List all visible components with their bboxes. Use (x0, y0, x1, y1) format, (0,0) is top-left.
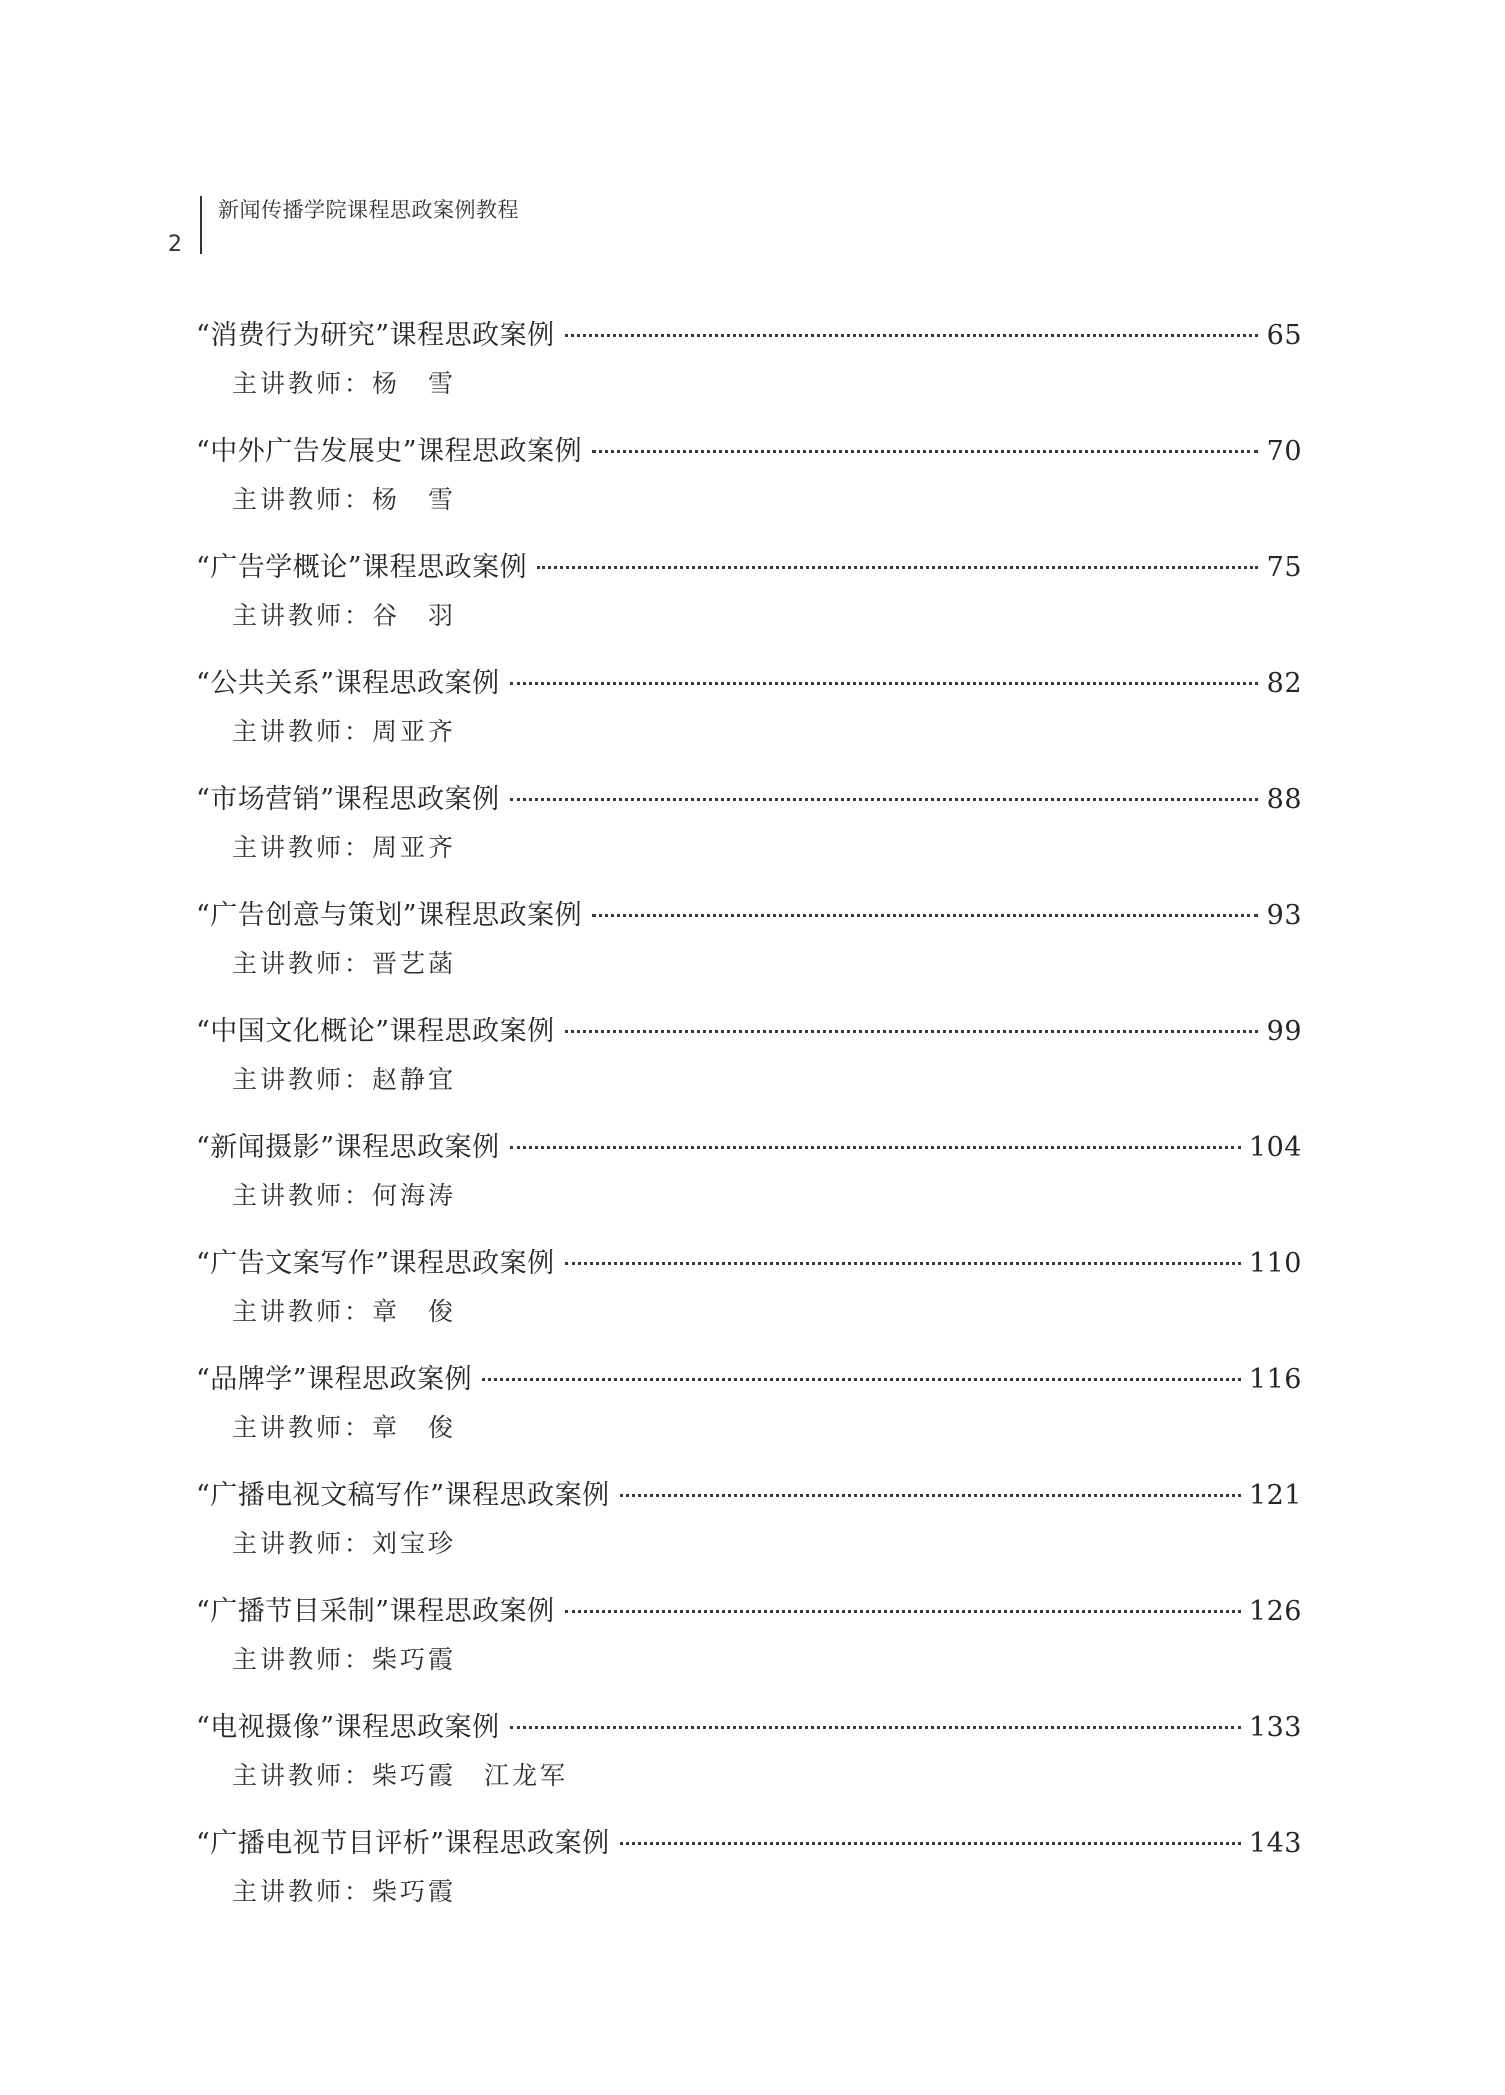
toc-entry-title: “电视摄像”课程思政案例 (196, 1712, 500, 1743)
toc-entry-title: “品牌学”课程思政案例 (196, 1364, 473, 1395)
toc-entry-title: “消费行为研究”课程思政案例 (196, 320, 555, 351)
dot-leader (565, 326, 1258, 337)
toc-entry-page: 65 (1266, 320, 1302, 351)
toc-entry-line (196, 658, 1302, 710)
toc-entry[interactable] (196, 1470, 1302, 1586)
toc-entry-page: 82 (1266, 668, 1302, 699)
toc-entry[interactable] (196, 1818, 1302, 1934)
dot-leader (482, 1370, 1241, 1381)
toc-entry-title: “市场营销”课程思政案例 (196, 784, 500, 815)
toc-entry[interactable] (196, 658, 1302, 774)
dot-leader (510, 790, 1258, 801)
toc-entry-author: 主讲教师：刘宝珍 (232, 1529, 457, 1558)
toc-entry-line (196, 310, 1302, 362)
toc-entry-title: “广告文案写作”课程思政案例 (196, 1248, 555, 1279)
dot-leader (565, 1602, 1241, 1613)
toc-entry-title: “新闻摄影”课程思政案例 (196, 1132, 500, 1163)
toc-entry-page: 70 (1266, 436, 1302, 467)
toc-entry[interactable] (196, 774, 1302, 890)
toc-entry-line (196, 426, 1302, 478)
toc-entry-line (196, 1586, 1302, 1638)
toc-entry[interactable] (196, 1006, 1302, 1122)
toc-entry[interactable] (196, 310, 1302, 426)
toc-entry-page: 133 (1248, 1712, 1302, 1743)
toc-entry[interactable] (196, 1122, 1302, 1238)
toc-entry-author: 主讲教师：周亚齐 (232, 717, 457, 746)
toc-entry[interactable] (196, 1354, 1302, 1470)
toc-entry[interactable] (196, 890, 1302, 1006)
toc-entry-line (196, 774, 1302, 826)
toc-entry-title: “广播节目采制”课程思政案例 (196, 1596, 555, 1627)
toc-entry-line (196, 542, 1302, 594)
toc-entry-page: 93 (1266, 900, 1302, 931)
toc-entry-author: 主讲教师：周亚齐 (232, 833, 457, 862)
book-title: 新闻传播学院课程思政案例教程 (218, 198, 519, 222)
dot-leader (565, 1022, 1258, 1033)
toc-entry-line (196, 1354, 1302, 1406)
dot-leader (510, 674, 1258, 685)
toc-entry-page: 99 (1266, 1016, 1302, 1047)
toc-entry-title: “公共关系”课程思政案例 (196, 668, 500, 699)
dot-leader (510, 1138, 1241, 1149)
toc-entry[interactable] (196, 1586, 1302, 1702)
toc-entry-author: 主讲教师：杨 雪 (232, 485, 457, 514)
toc-entry-page: 126 (1248, 1596, 1302, 1627)
dot-leader (510, 1718, 1241, 1729)
toc-entry-page: 110 (1248, 1248, 1302, 1279)
toc-entry-title: “广播电视文稿写作”课程思政案例 (196, 1480, 610, 1511)
toc-entry-line (196, 1818, 1302, 1870)
toc-entry-author: 主讲教师：柴巧霞 (232, 1877, 457, 1906)
toc-entry-title: “广播电视节目评析”课程思政案例 (196, 1828, 610, 1859)
toc-entry-page: 88 (1266, 784, 1302, 815)
toc-entry-line (196, 1470, 1302, 1522)
toc-entry-title: “中国文化概论”课程思政案例 (196, 1016, 555, 1047)
toc-entry-line (196, 1702, 1302, 1754)
page-number: 2 (168, 232, 182, 257)
toc-entry[interactable] (196, 1702, 1302, 1818)
toc-entry-page: 121 (1248, 1480, 1302, 1511)
dot-leader (565, 1254, 1241, 1265)
toc-entry-line (196, 890, 1302, 942)
dot-leader (592, 442, 1258, 453)
toc-entry-title: “广告创意与策划”课程思政案例 (196, 900, 583, 931)
toc-entry-author: 主讲教师：晋艺菡 (232, 949, 457, 978)
dot-leader (537, 558, 1258, 569)
header-divider (200, 196, 202, 254)
toc-entry-author: 主讲教师：柴巧霞 (232, 1645, 457, 1674)
table-of-contents (196, 310, 1302, 1934)
dot-leader (620, 1834, 1241, 1845)
toc-entry-author: 主讲教师：谷 羽 (232, 601, 457, 630)
toc-entry-author: 主讲教师：赵静宜 (232, 1065, 457, 1094)
toc-entry-line (196, 1006, 1302, 1058)
dot-leader (620, 1486, 1241, 1497)
toc-entry[interactable] (196, 542, 1302, 658)
toc-entry-line (196, 1238, 1302, 1290)
toc-entry[interactable] (196, 426, 1302, 542)
toc-entry-page: 116 (1248, 1364, 1302, 1395)
toc-entry-author: 主讲教师：何海涛 (232, 1181, 457, 1210)
toc-entry-page: 143 (1248, 1828, 1302, 1859)
toc-entry-page: 75 (1266, 552, 1302, 583)
toc-entry-page: 104 (1248, 1132, 1302, 1163)
toc-entry-author: 主讲教师：杨 雪 (232, 369, 457, 398)
toc-entry-author: 主讲教师：柴巧霞 江龙军 (232, 1761, 569, 1790)
toc-entry[interactable] (196, 1238, 1302, 1354)
toc-entry-author: 主讲教师：章 俊 (232, 1413, 457, 1442)
toc-entry-title: “中外广告发展史”课程思政案例 (196, 436, 583, 467)
toc-entry-line (196, 1122, 1302, 1174)
toc-entry-title: “广告学概论”课程思政案例 (196, 552, 528, 583)
dot-leader (592, 906, 1258, 917)
running-header (168, 190, 728, 256)
toc-entry-author: 主讲教师：章 俊 (232, 1297, 457, 1326)
